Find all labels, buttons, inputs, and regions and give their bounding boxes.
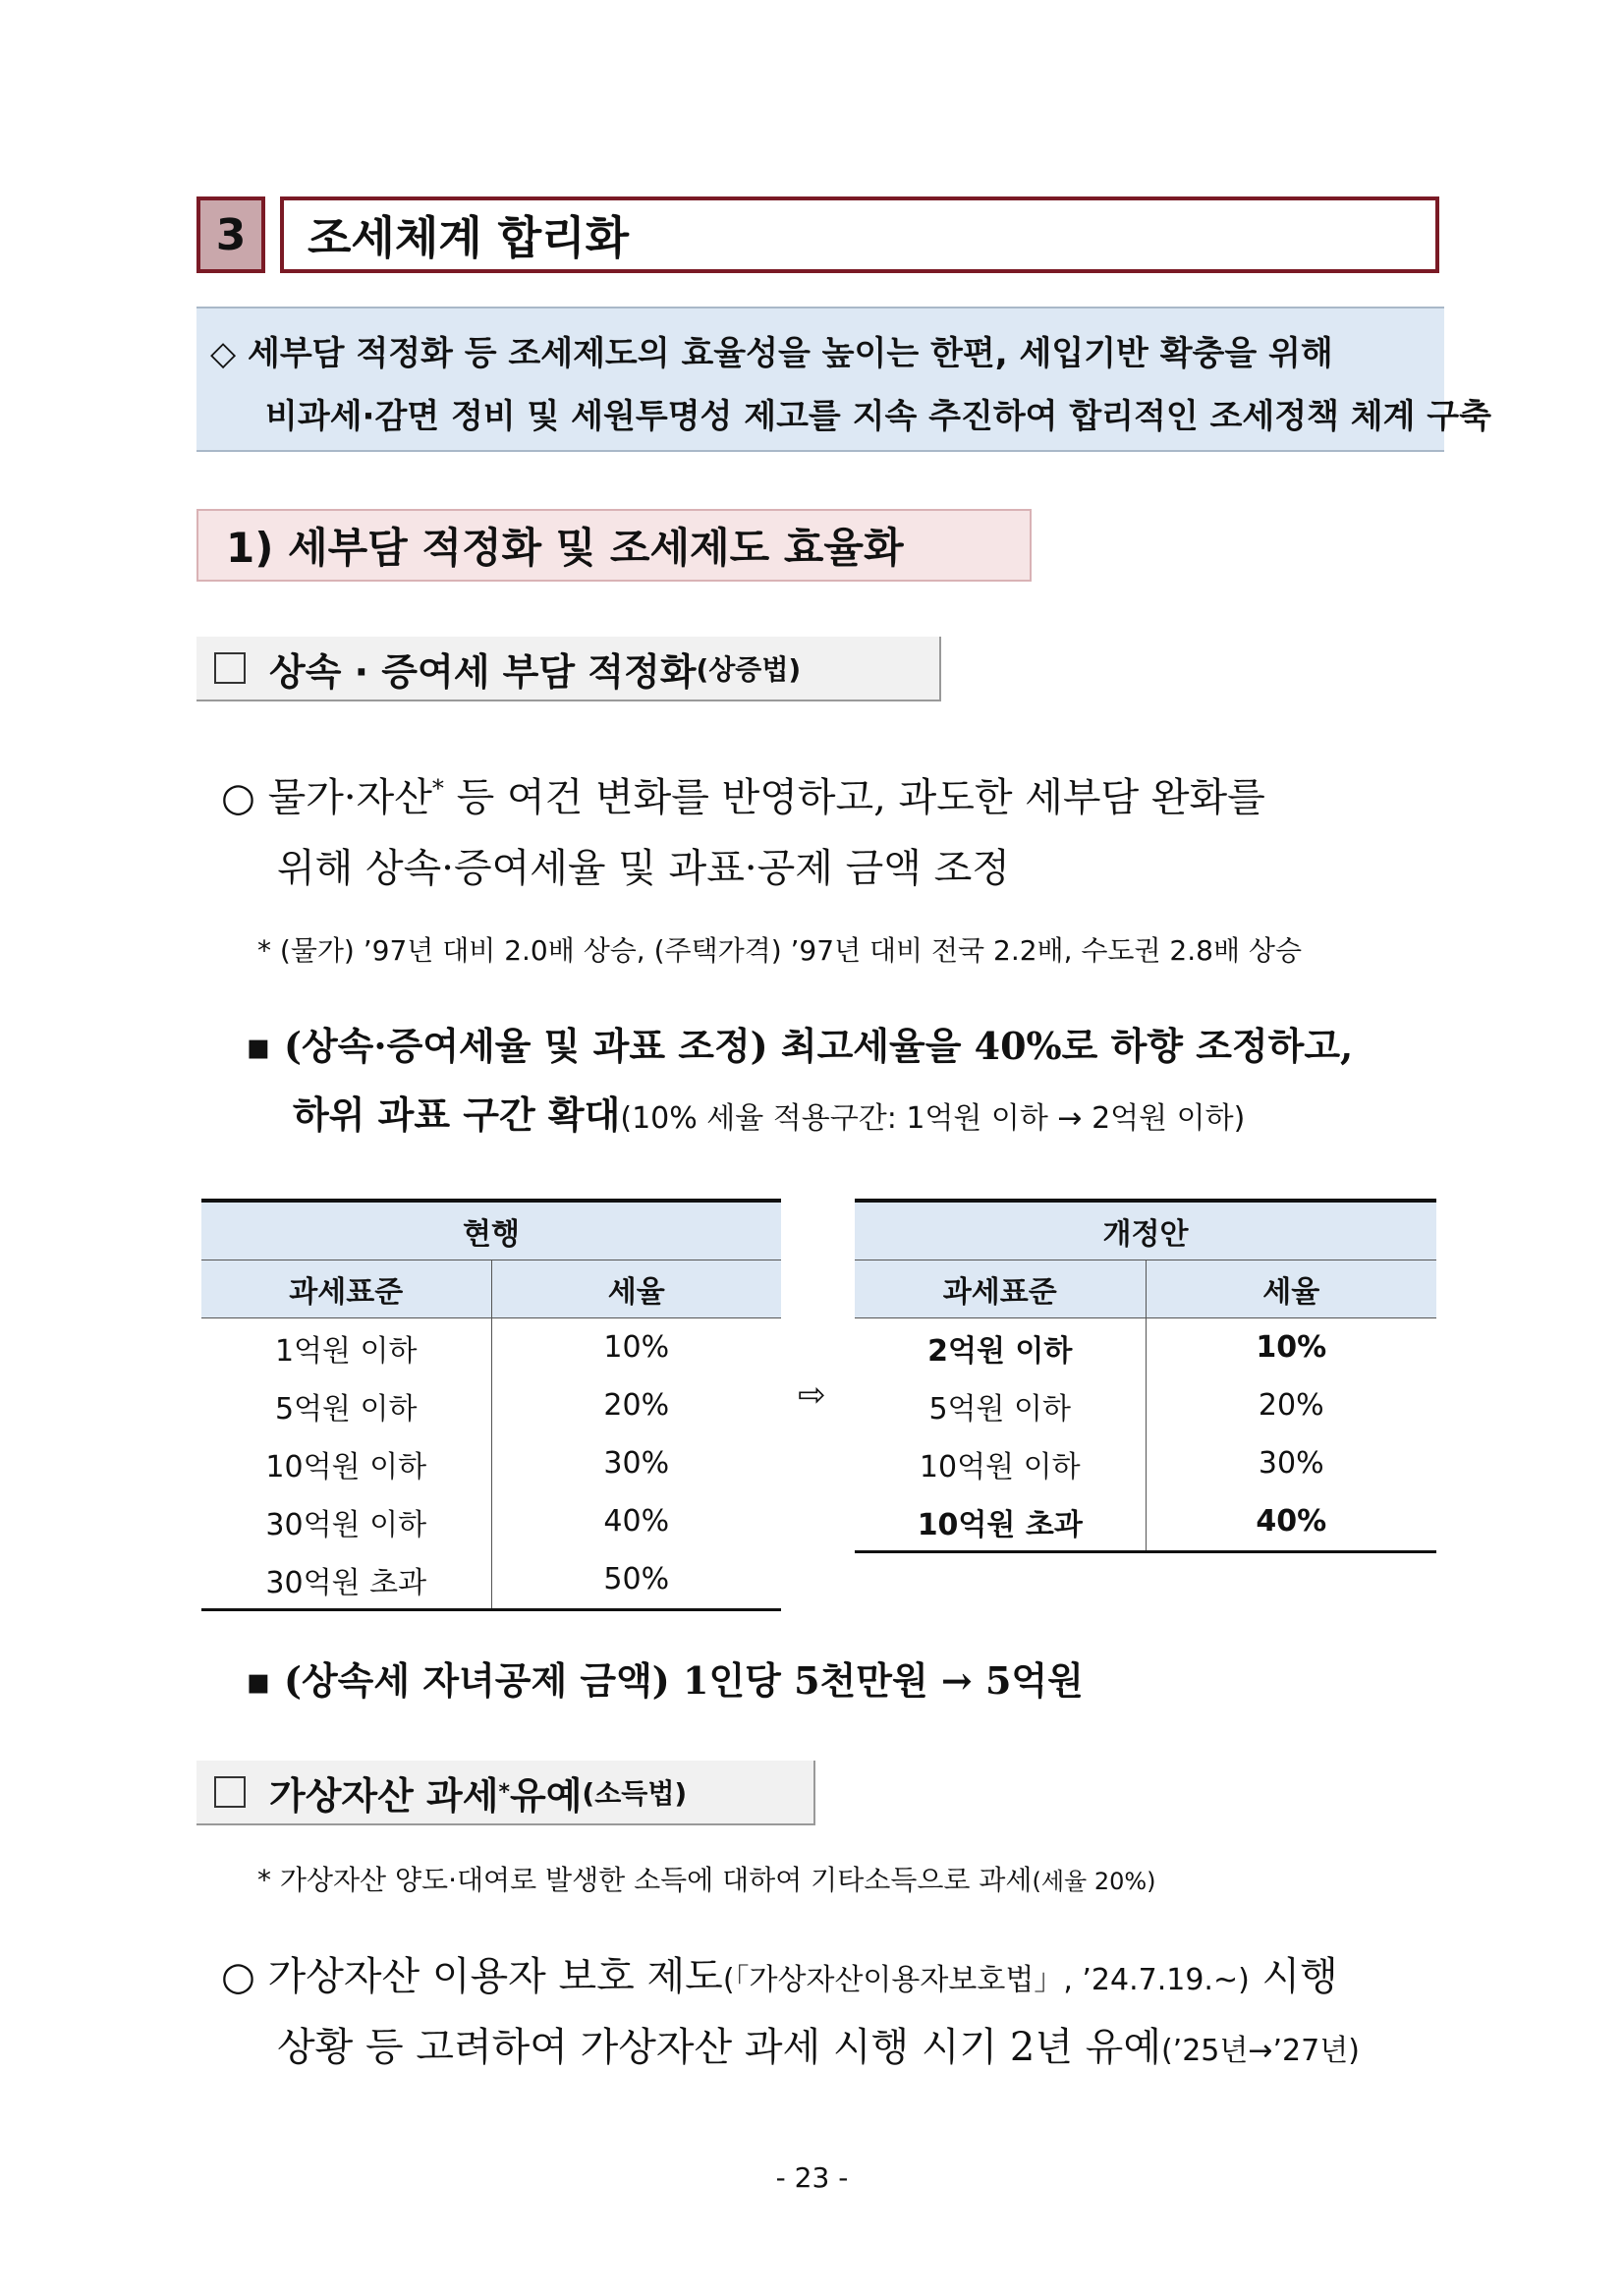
table-row: 10억원 이하 30% — [855, 1434, 1436, 1492]
table-row: 10억원 초과 40% — [855, 1492, 1436, 1552]
heading-law: (상증법) — [696, 653, 802, 686]
table-row: 30억원 초과 50% — [201, 1550, 781, 1610]
right-arrow-icon: ⇨ — [798, 1375, 826, 1415]
summary-line-2: 비과세·감면 정비 및 세원투명성 제고를 지속 추진하여 합리적인 조세정책 체계 구축 — [265, 397, 1491, 436]
paragraph-line-1: ○ 물가·자산* 등 여건 변화를 반영하고, 과도한 세부담 완화를 — [221, 774, 1265, 820]
bullet-child-deduction: ▪ (상속세 자녀공제 금액) 1인당 5천만원 → 5억원 — [246, 1658, 1084, 1703]
footnote-crypto: * 가상자산 양도·대여로 발생한 소득에 대하여 기타소득으로 과세(세율 20%) — [257, 1864, 1156, 1896]
crypto-paragraph-line-1: ○ 가상자산 이용자 보호 제도(「가상자산이용자보호법」, ’24.7.19.~) 시행 — [221, 1954, 1338, 1999]
table-row: 1억원 이하 10% — [201, 1318, 781, 1377]
col-tax-base: 과세표준 — [201, 1260, 491, 1318]
checkbox-icon — [214, 652, 246, 684]
table-row: 5억원 이하 20% — [855, 1376, 1436, 1434]
table-row: 30억원 이하 40% — [201, 1492, 781, 1550]
table-current — [201, 1199, 781, 1611]
table-current-title: 현행 — [201, 1201, 781, 1260]
table-row: 5억원 이하 20% — [201, 1376, 781, 1434]
table-revised-title: 개정안 — [855, 1201, 1436, 1260]
subsection-title: 1) 세부담 적정화 및 조세제도 효율화 — [196, 509, 1032, 582]
heading-label: 상속 · 증여세 부담 적정화 — [269, 649, 697, 694]
summary-box — [196, 307, 1491, 452]
table-row: 10억원 이하 30% — [201, 1434, 781, 1492]
heading-law: (소득법) — [582, 1777, 688, 1810]
table-revised — [855, 1199, 1436, 1553]
heading-crypto-tax: 가상자산 과세 * 유예 (소득법) — [196, 1761, 815, 1825]
footnote-inflation: * (물가) ’97년 대비 2.0배 상승, (주택가격) ’97년 대비 전국 2.2배, 수도권 2.8배 상승 — [257, 934, 1303, 967]
col-tax-base: 과세표준 — [855, 1260, 1146, 1318]
col-tax-rate: 세율 — [491, 1260, 781, 1318]
bullet-tax-rate-line-2: 하위 과표 구간 확대(10% 세율 적용구간: 1억원 이하 → 2억원 이하) — [293, 1092, 1246, 1137]
checkbox-icon — [214, 1776, 246, 1808]
bullet-tax-rate-line-1: ▪ (상속·증여세율 및 과표 조정) 최고세율을 40%로 하향 조정하고, — [246, 1024, 1354, 1068]
section-title: 조세체계 합리화 — [280, 196, 1439, 273]
col-tax-rate: 세율 — [1146, 1260, 1436, 1318]
paragraph-line-2: 위해 상속·증여세율 및 과표·공제 금액 조정 — [277, 846, 1010, 891]
summary-line-1: ◇ 세부담 적정화 등 조세제도의 효율성을 높이는 한편, 세입기반 확충을 위해 — [210, 334, 1333, 373]
table-row: 2억원 이하 10% — [855, 1318, 1436, 1377]
crypto-paragraph-line-2: 상황 등 고려하여 가상자산 과세 시행 시기 2년 유예(’25년→’27년) — [277, 2025, 1360, 2070]
section-number: 3 — [196, 196, 265, 273]
heading-inheritance-tax — [196, 637, 941, 701]
page-number: - 23 - — [775, 2161, 849, 2194]
